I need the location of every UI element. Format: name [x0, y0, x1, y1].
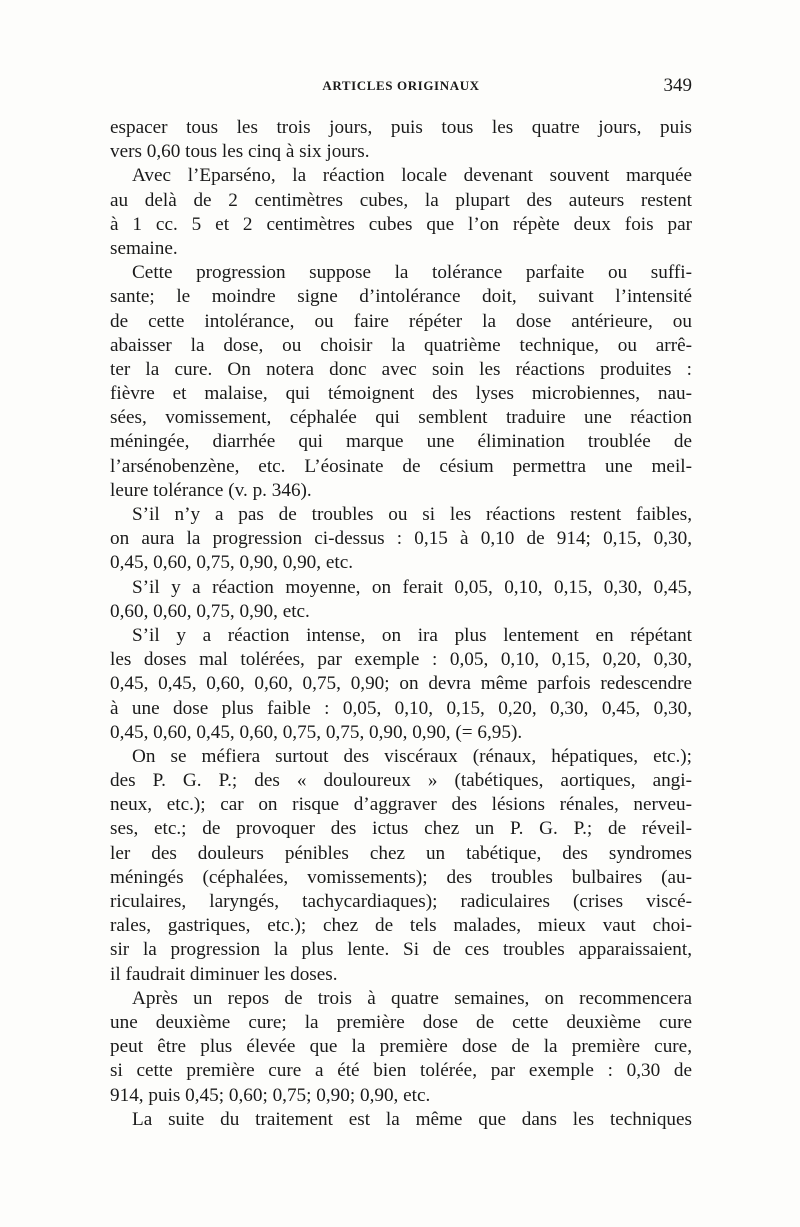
text-line: à 1 cc. 5 et 2 centimètres cubes que l’on répète deux fois par [110, 213, 692, 235]
text-line: Après un repos de trois à quatre semaines, on recommencera [132, 987, 692, 1009]
text-line: On se méfiera surtout des viscéraux (rénaux, hépatiques, etc.); [132, 745, 692, 767]
text-line: 0,60, 0,60, 0,75, 0,90, etc. [110, 600, 310, 622]
text-line: leure tolérance (v. p. 346). [110, 479, 312, 501]
text-line: S’il y a réaction moyenne, on ferait 0,05, 0,10, 0,15, 0,30, 0,45, [132, 576, 692, 598]
text-line: méningés (céphalées, vomissements); des troubles bulbaires (au- [110, 866, 692, 888]
text-line: ter la cure. On notera donc avec soin les réactions produites : [110, 358, 692, 380]
text-line: de cette intolérance, ou faire répéter la dose antérieure, ou [110, 310, 692, 332]
text-line: rales, gastriques, etc.); chez de tels malades, mieux vaut choi- [110, 915, 692, 937]
text-line: 0,45, 0,45, 0,60, 0,60, 0,75, 0,90; on devra même parfois redescendre [110, 673, 692, 695]
running-head [110, 75, 692, 98]
text-line: 0,45, 0,60, 0,75, 0,90, 0,90, etc. [110, 552, 354, 574]
body-text [110, 116, 692, 1132]
text-line: ses, etc.; de provoquer des ictus chez un P. G. P.; de réveil- [110, 818, 692, 840]
text-line: La suite du traitement est la même que dans les techniques [132, 1108, 692, 1130]
text-line: sante; le moindre signe d’intolérance doit, suivant l’intensité [110, 286, 692, 308]
text-line: à une dose plus faible : 0,05, 0,10, 0,15, 0,20, 0,30, 0,45, 0,30, [110, 697, 692, 719]
text-line: Cette progression suppose la tolérance parfaite ou suffi- [132, 262, 692, 284]
text-line: semaine. [110, 237, 178, 259]
text-line: au delà de 2 centimètres cubes, la plupart des auteurs restent [110, 189, 692, 211]
text-line: sées, vomissement, céphalée qui semblent traduire une réaction [110, 407, 692, 429]
text-line: neux, etc.); car on risque d’aggraver des lésions rénales, nerveu- [110, 794, 692, 816]
text-line: riculaires, laryngés, tachycardiaques); radiculaires (crises viscé- [110, 891, 692, 912]
text-line: sir la progression la plus lente. Si de ces troubles apparaissaient, [110, 939, 692, 961]
text-line: S’il n’y a pas de troubles ou si les réactions restent faibles, [132, 504, 692, 525]
page-number: 349 [663, 75, 692, 96]
text-line: méningée, diarrhée qui marque une élimination troublée de [110, 431, 692, 453]
text-line: on aura la progression ci-dessus : 0,15 à 0,10 de 914; 0,15, 0,30, [110, 528, 692, 550]
text-line: une deuxième cure; la première dose de cette deuxième cure [110, 1011, 692, 1033]
text-line: si cette première cure a été bien tolérée, par exemple : 0,30 de [110, 1060, 692, 1082]
text-line: il faudrait diminuer les doses. [110, 963, 338, 985]
running-title: ARTICLES ORIGINAUX [322, 78, 480, 93]
text-line: les doses mal tolérées, par exemple : 0,05, 0,10, 0,15, 0,20, 0,30, [110, 649, 692, 671]
text-line: l’arsénobenzène, etc. L’éosinate de césium permettra une meil- [110, 455, 692, 477]
text-line: Avec l’Eparséno, la réaction locale devenant souvent marquée [132, 165, 692, 187]
text-line: espacer tous les trois jours, puis tous les quatre jours, puis [110, 117, 692, 138]
text-line: vers 0,60 tous les cinq à six jours. [110, 141, 370, 163]
text-line: abaisser la dose, ou choisir la quatrième technique, ou arrê- [110, 334, 692, 356]
text-line: 0,45, 0,60, 0,45, 0,60, 0,75, 0,75, 0,90, 0,90, (= 6,95). [110, 721, 523, 743]
text-line: ler des douleurs pénibles chez un tabétique, des syndromes [110, 842, 692, 864]
text-line: S’il y a réaction intense, on ira plus lentement en répétant [132, 624, 692, 646]
text-line: 914, puis 0,45; 0,60; 0,75; 0,90; 0,90, etc. [110, 1084, 431, 1106]
text-line: peut être plus élevée que la première dose de la première cure, [110, 1036, 692, 1058]
text-line: des P. G. P.; des « douloureux » (tabétiques, aortiques, angi- [110, 770, 692, 792]
text-line: fièvre et malaise, qui témoignent des lyses microbiennes, nau- [110, 383, 692, 405]
